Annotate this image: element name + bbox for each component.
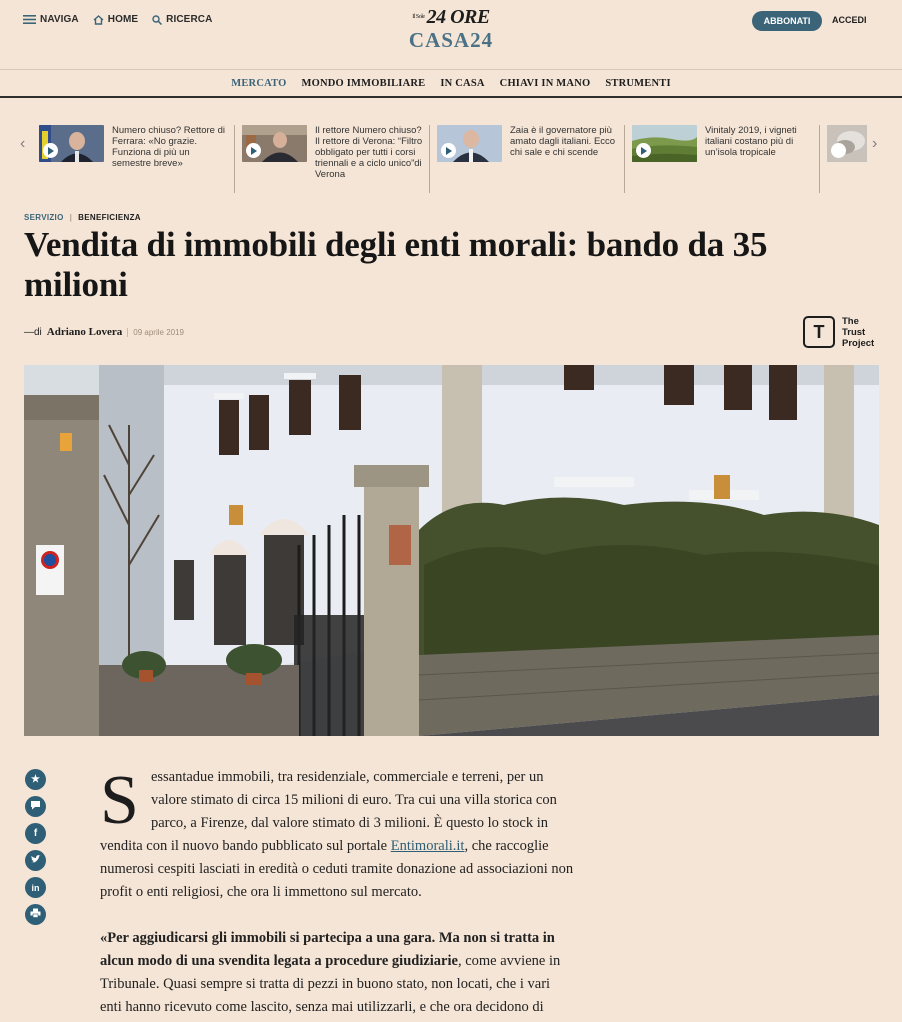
- facebook-icon: f: [33, 828, 38, 839]
- article-kicker: [24, 213, 141, 222]
- section-mondo-immobiliare[interactable]: MONDO IMMOBILIARE: [301, 77, 426, 89]
- carousel-card[interactable]: [39, 125, 234, 193]
- kicker-category[interactable]: BENEFICIENZA: [78, 213, 141, 222]
- facebook-share-button[interactable]: [25, 823, 46, 844]
- linkedin-share-button[interactable]: [25, 877, 46, 898]
- article-title: Vendita di immobili degli enti morali: bando da 35 milioni: [24, 225, 768, 304]
- drop-cap: S: [100, 762, 139, 839]
- comment-icon: [30, 800, 41, 813]
- section-chiavi-in-mano[interactable]: CHIAVI IN MANO: [499, 77, 591, 89]
- print-button[interactable]: [25, 904, 46, 925]
- video-thumbnail: [632, 125, 697, 162]
- star-icon: ★: [31, 774, 40, 785]
- sole24ore-logo: $^{Il Sole}$ 24 ORE: [412, 6, 490, 28]
- twitter-icon: [30, 855, 41, 867]
- article-body: [100, 762, 575, 1022]
- carousel-card-partial[interactable]: [819, 125, 871, 193]
- chevron-right-icon: ›: [872, 135, 878, 152]
- section-mercato[interactable]: MERCATO: [231, 77, 287, 89]
- carousel-card-title: Il rettore Numero chiuso? Il rettore di Verona: “Filtro obbligato per tutti i corsi triennali e a ciclo unico”di Verona: [315, 125, 423, 180]
- section-in-casa[interactable]: IN CASA: [440, 77, 485, 89]
- subscribe-button[interactable]: ABBONATI: [752, 11, 822, 31]
- play-icon: [441, 143, 456, 158]
- byline-prefix: —di: [24, 327, 42, 338]
- carousel-card[interactable]: [429, 125, 624, 193]
- play-icon: [636, 143, 651, 158]
- video-carousel: [0, 113, 902, 193]
- share-bar: [25, 769, 46, 925]
- linkedin-icon: in: [31, 882, 40, 893]
- search-label: RICERCA: [166, 14, 213, 25]
- author-link[interactable]: Adriano Lovera: [46, 326, 123, 338]
- section-nav: [0, 70, 902, 98]
- publish-date: 09 aprile 2019: [127, 328, 184, 337]
- bold-quote: «Per aggiudicarsi gli immobili si partecipa a una gara. Ma non si tratta in alcun modo di una svendita legata a procedure giudiziarie: [100, 930, 555, 969]
- bookmark-button[interactable]: [25, 769, 46, 790]
- top-header: [0, 0, 902, 70]
- kicker-servizio[interactable]: SERVIZIO: [24, 213, 64, 222]
- kicker-separator: |: [69, 213, 73, 222]
- paragraph: «Per aggiudicarsi gli immobili si partecipa a una gara. Ma non si tratta in alcun modo di una svendita legata a procedure giudiziarie, come avviene in Tribunale. Quasi sempre si tratta di pezzi in buono stato, non locati, che i vari enti hanno ricevuto come lascito, senza mai utilizzarli, e che ora decidono di: [100, 930, 561, 1015]
- comment-button[interactable]: [25, 796, 46, 817]
- carousel-card-title: Numero chiuso? Rettore di Ferrara: «No grazie. Funziona di più un semestre breve»: [112, 125, 225, 169]
- trust-project-badge[interactable]: [803, 316, 874, 349]
- twitter-share-button[interactable]: [25, 850, 46, 871]
- video-thumbnail: [39, 125, 104, 162]
- carousel-cards: [39, 125, 871, 193]
- print-icon: [30, 908, 41, 921]
- trust-project-text: The Trust Project: [842, 316, 875, 349]
- carousel-next-button[interactable]: [872, 135, 877, 153]
- paragraph: Sessantadue immobili, tra residenziale, commerciale e terreni, per un valore stimato di circa 15 milioni di euro. Tra cui una villa storica con parco, a Firenze, dal valore stimato di 3 milioni. È questo lo stock in vendita con il nuovo bando pubblicato sul portale Entimorali.it, che raccoglie numerosi cespiti lasciati in eredità o ceduti tramite donazione ad associazioni non profit o enti religiosi, che ora li immettono sul mercato.: [100, 762, 574, 900]
- carousel-card-title: Vinitaly 2019, i vigneti italiani costano più di un’isola tropicale: [705, 125, 797, 158]
- section-strumenti[interactable]: STRUMENTI: [605, 77, 671, 89]
- carousel-card[interactable]: [624, 125, 819, 193]
- play-icon: [43, 143, 58, 158]
- login-link[interactable]: ACCEDI: [832, 15, 867, 25]
- article-byline: [24, 326, 184, 338]
- carousel-card[interactable]: [234, 125, 429, 193]
- naviga-label: NAVIGA: [40, 14, 79, 25]
- article-hero-image: [24, 365, 879, 736]
- carousel-card-title: Zaia è il governatore più amato dagli italiani. Ecco chi sale e chi scende: [510, 125, 616, 158]
- video-thumbnail: [242, 125, 307, 162]
- casa24-logo: CASA24: [408, 28, 494, 52]
- trust-project-logo: T: [803, 316, 835, 348]
- carousel-prev-button[interactable]: [20, 135, 25, 153]
- entimorali-link[interactable]: Entimorali.it: [390, 838, 465, 854]
- play-icon: [246, 143, 261, 158]
- video-thumbnail: [827, 125, 867, 162]
- home-label: HOME: [107, 14, 139, 25]
- video-thumbnail: [437, 125, 502, 162]
- play-icon: [831, 143, 846, 158]
- chevron-left-icon: ‹: [20, 135, 26, 152]
